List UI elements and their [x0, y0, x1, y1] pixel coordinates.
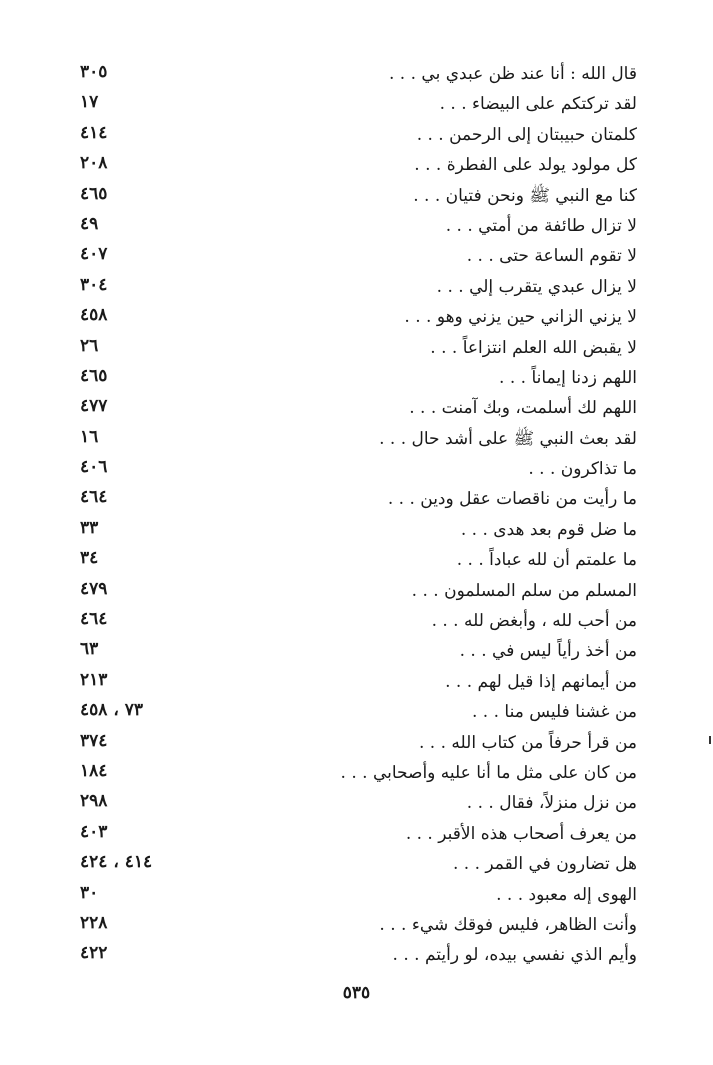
page-reference: ٢٩٨: [80, 791, 108, 812]
hadith-text: ما ضل قوم بعد هدى . . .: [460, 519, 637, 540]
index-entry: [70, 58, 645, 88]
index-entry: [70, 210, 645, 240]
index-entry: [70, 180, 645, 210]
page-reference: ٣٣: [80, 517, 99, 538]
page-reference: ٣٧٤: [80, 730, 108, 751]
page-reference: ١٧: [80, 92, 99, 113]
hadith-text: لقد تركتكم على البيضاء . . .: [439, 94, 637, 115]
page-reference: ٢٢٨: [80, 912, 108, 933]
index-entry: [70, 423, 645, 453]
page-reference: ٤٠٧: [80, 244, 108, 265]
page-reference: ١٦: [80, 426, 99, 447]
hadith-text: الهوى إله معبود . . .: [496, 884, 637, 905]
index-entry: [70, 240, 645, 270]
hadith-text: هل تضارون في القمر . . .: [452, 854, 637, 875]
hadith-text: المسلم من سلم المسلمون . . .: [411, 580, 637, 601]
page-reference: ٣٠٥: [80, 62, 108, 82]
hadith-text: لا تقوم الساعة حتى . . .: [466, 246, 637, 267]
hadith-text: كنا مع النبي ﷺ ونحن فتيان . . .: [413, 185, 637, 206]
hadith-text: من كان على مثل ما أنا عليه وأصحابي . . .: [340, 762, 637, 783]
page-reference: ٣٠٤: [80, 274, 108, 295]
index-entry: [70, 696, 645, 726]
page-reference: ٤٢٢: [80, 943, 108, 964]
hadith-text: لا يزال عبدي يتقرب إلي . . .: [436, 276, 637, 297]
index-entry: [70, 757, 645, 787]
page-reference: ٣٠: [80, 882, 99, 903]
hadith-text: من أخذ رأياً ليس في . . .: [459, 641, 637, 662]
index-entry: [70, 544, 645, 574]
index-entry: [70, 332, 645, 362]
page-reference: ٤٦٤: [80, 609, 108, 630]
hadith-text: من غشنا فليس منا . . .: [471, 702, 637, 723]
page-reference: ٤٦٤: [80, 487, 108, 508]
index-entry: [70, 635, 645, 665]
page-number: ٥٣٥: [342, 983, 371, 1003]
hadith-text: قال الله : أنا عند ظن عبدي بي . . .: [389, 64, 637, 84]
index-entry: [70, 939, 645, 969]
page-reference: ٤٦٥: [80, 365, 108, 386]
margin-mark: [709, 736, 711, 744]
index-entry: [70, 88, 645, 118]
index-entry: [70, 362, 645, 392]
index-entry: [70, 848, 645, 878]
index-entry: [70, 392, 645, 422]
page-reference: ٢١٣: [80, 669, 108, 690]
index-entry: [70, 818, 645, 848]
hadith-text: لقد بعث النبي ﷺ على أشد حال . . .: [379, 428, 637, 449]
hadith-text: اللهم زدنا إيماناً . . .: [499, 367, 637, 388]
hadith-text: اللهم لك أسلمت، وبك آمنت . . .: [409, 398, 637, 419]
hadith-text: ما علمتم أن لله عباداً . . .: [456, 550, 637, 571]
index-entry: [70, 727, 645, 757]
index-entry: [70, 119, 645, 149]
page-reference: ١٨٤: [80, 760, 108, 781]
index-entry: [70, 271, 645, 301]
page-reference: ٦٣: [80, 639, 99, 660]
page-reference: ٣٤: [80, 548, 99, 569]
hadith-text: وأيم الذي نفسي بيده، لو رأيتم . . .: [392, 945, 637, 966]
index-entry: [70, 787, 645, 817]
index-entry: [70, 149, 645, 179]
index-entry: [70, 909, 645, 939]
hadith-text: كلمتان حبيبتان إلى الرحمن . . .: [416, 124, 637, 145]
hadith-text: كل مولود يولد على الفطرة . . .: [414, 155, 637, 176]
hadith-text: وأنت الظاهر، فليس فوقك شيء . . .: [379, 914, 637, 935]
page-reference: ٤٠٦: [80, 457, 108, 478]
hadith-text: من قرأ حرفاً من كتاب الله . . .: [418, 732, 637, 753]
page-reference: ٧٣ ، ٤٥٨: [80, 700, 143, 721]
hadith-text: من أحب لله ، وأبغض لله . . .: [431, 611, 637, 632]
index-entry: [70, 575, 645, 605]
page-reference: ٤٦٥: [80, 183, 108, 204]
index-entry: [70, 301, 645, 331]
hadith-text: ما رأيت من ناقصات عقل ودين . . .: [387, 489, 637, 510]
index-entry: [70, 879, 645, 909]
index-entry: [70, 666, 645, 696]
hadith-index-list: [70, 58, 645, 970]
hadith-text: من أيمانهم إذا قيل لهم . . .: [445, 671, 637, 692]
page-reference: ٤١٤: [80, 122, 108, 143]
page-reference: ٤٧٩: [80, 578, 108, 599]
page-reference: ٤٥٨: [80, 305, 108, 326]
hadith-text: لا تزال طائفة من أمتي . . .: [445, 215, 637, 236]
page-reference: ٤١٤ ، ٤٢٤: [80, 852, 153, 873]
index-entry: [70, 453, 645, 483]
page-reference: ٤٩: [80, 213, 99, 234]
page-reference: ٢٦: [80, 335, 99, 356]
hadith-text: ما تذاكرون . . .: [528, 459, 637, 480]
page-reference: ٤٧٧: [80, 396, 108, 417]
hadith-text: لا يزني الزاني حين يزني وهو . . .: [404, 307, 637, 328]
page-reference: ٢٠٨: [80, 153, 108, 174]
hadith-text: من يعرف أصحاب هذه الأقبر . . .: [405, 823, 637, 844]
index-entry: [70, 483, 645, 513]
index-entry: [70, 514, 645, 544]
hadith-text: لا يقبض الله العلم انتزاعاً . . .: [430, 337, 637, 358]
index-entry: [70, 605, 645, 635]
hadith-text: من نزل منزلاً، فقال . . .: [466, 793, 637, 814]
page-reference: ٤٠٣: [80, 821, 108, 842]
